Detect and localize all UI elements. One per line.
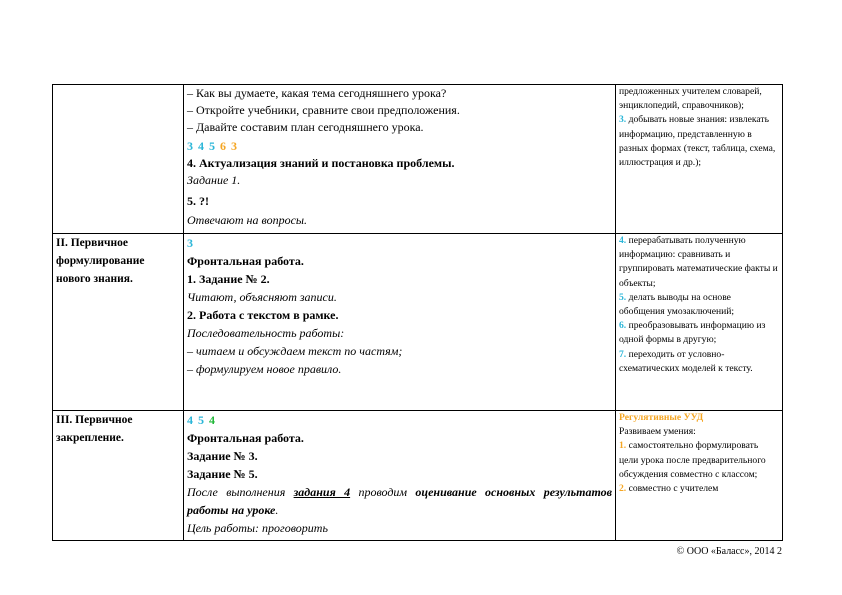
task-label: Задание 1. <box>187 173 241 187</box>
work-sequence-title: Последовательность работы: <box>187 326 345 340</box>
work-type: Фронтальная работа. <box>187 431 304 445</box>
uud-intro: Развиваем умения: <box>619 426 696 438</box>
section-heading: 4. Актуализация знаний и постановка проблемы. <box>187 156 455 170</box>
skill-item: предложенных учителем словарей, энциклопедий, справочников); <box>619 86 762 112</box>
teacher-question: – Как вы думаете, какая тема сегодняшнего урока? <box>187 86 447 100</box>
task-marks: 5. ?! <box>187 194 209 208</box>
skill-number: 6 <box>220 139 226 153</box>
table-row <box>53 411 783 541</box>
stage-cell: III. Первичное закрепление. <box>53 411 184 541</box>
teacher-question: – Откройте учебники, сравните свои предположения. <box>187 103 460 117</box>
task-label: Задание № 3. <box>187 449 258 463</box>
skill-number: 5 <box>198 413 204 427</box>
skill-number: 3 <box>187 139 193 153</box>
skill-numbers <box>187 411 612 429</box>
activity-cell <box>184 85 616 234</box>
task-label: 1. Задание № 2. <box>187 272 270 286</box>
work-step: – формулируем новое правило. <box>187 362 342 376</box>
skill-numbers <box>187 138 612 155</box>
skill-number: 4 <box>209 413 215 427</box>
skill-number: 3 <box>187 236 193 250</box>
assessment-note: После выполнения задания 4 проводим оценивание основных результатов работы на уроке. <box>187 485 613 517</box>
page-footer: © ООО «Баласс», 2014 2 <box>676 546 782 557</box>
skills-cell <box>616 85 783 234</box>
activity-cell <box>184 234 616 411</box>
teacher-question: – Давайте составим план сегодняшнего урока. <box>187 120 424 134</box>
skill-item: 2. совместно с учителем <box>619 483 719 495</box>
student-note: Отвечают на вопросы. <box>187 213 308 227</box>
table-row <box>53 234 783 411</box>
student-note: Читают, объясняют записи. <box>187 290 337 304</box>
skill-item: 5. делать выводы на основе обобщения умозаключений; <box>619 291 735 318</box>
skill-number: 4 <box>187 413 193 427</box>
stage-cell: II. Первичное формулирование нового знания. <box>53 234 184 411</box>
work-step: – читаем и обсуждаем текст по частям; <box>187 344 403 358</box>
skill-item: 6. преобразовывать информацию из одной формы в другую; <box>619 320 766 346</box>
activity-cell <box>184 411 616 541</box>
skill-number: 4 <box>198 139 204 153</box>
skill-item: 7. переходить от условно-схематических моделей к тексту. <box>619 348 753 374</box>
skills-cell <box>616 234 783 411</box>
skill-number: 3 <box>231 139 237 153</box>
skill-number: 5 <box>209 139 215 153</box>
task-label: 2. Работа с текстом в рамке. <box>187 308 339 322</box>
skill-item: 3. добывать новые знания: извлекать информацию, представленную в разных формах (текст, таблица, схема, иллюстрация и др.); <box>619 114 776 169</box>
work-type: Фронтальная работа. <box>187 254 304 268</box>
skill-item: 4. перерабатывать полученную информацию: сравнивать и группировать математические факты и объекты; <box>619 235 778 289</box>
lesson-table <box>52 84 783 541</box>
skills-cell <box>616 411 783 541</box>
task-label: Задание № 5. <box>187 467 258 481</box>
table-row <box>53 85 783 234</box>
work-goal: Цель работы: проговорить <box>187 521 328 535</box>
uud-title: Регулятивные УУД <box>619 412 704 423</box>
stage-cell <box>53 85 184 234</box>
skill-item: 1. самостоятельно формулировать цели урока после предварительного обсуждения совместно с классом; <box>619 440 766 480</box>
